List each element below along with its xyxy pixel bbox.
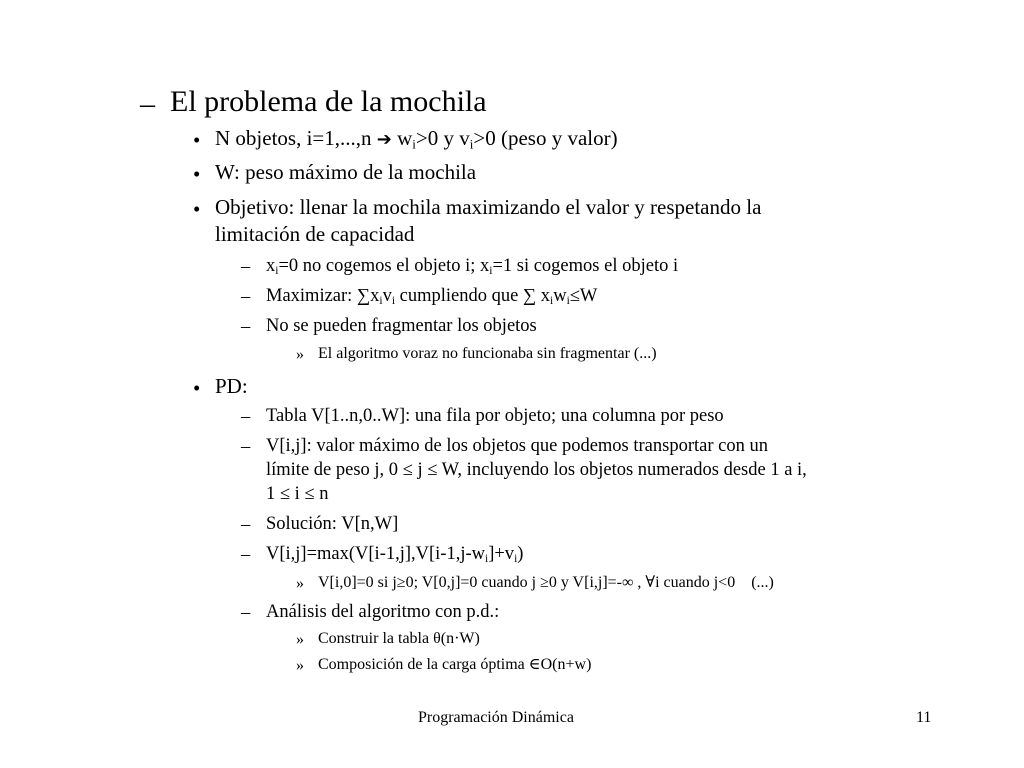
- raquo-marker: »: [296, 575, 304, 592]
- arrow-icon: ➔: [376, 129, 392, 150]
- dash-vij-line3: 1 ≤ i ≤ n: [266, 484, 329, 504]
- dash-vij-line1: V[i,j]: valor máximo de los objetos que podemos transportar con un: [266, 436, 768, 456]
- sub-item-base-cases: V[i,0]=0 si j≥0; V[0,j]=0 cuando j ≥0 y V[i,j]=-∞ , ∀i cuando j<0 (...): [318, 574, 774, 591]
- bullet-n-objetos: N objetos, i=1,...,n ➔ $w_i>0$ y $v_i>0$ (peso y valor): [215, 126, 618, 152]
- dash-tabla: Tabla V[1..n,0..W]: una fila por objeto; una columna por peso: [266, 406, 724, 426]
- dash-marker: –: [241, 407, 251, 427]
- dash-marker: –: [241, 545, 251, 565]
- dash-xi-definition: $x_i=0$ no cogemos el objeto i; $x_i=1$ si cogemos el objeto i: [266, 256, 679, 278]
- bullet-marker: •: [193, 162, 201, 186]
- dash-no-fragmentar: No se pueden fragmentar los objetos: [266, 316, 537, 336]
- raquo-marker: »: [296, 657, 304, 674]
- page-number: 11: [916, 709, 932, 726]
- sub-item-voraz: El algoritmo voraz no funcionaba sin fragmentar (...): [318, 345, 657, 362]
- dash-maximizar: Maximizar: $\sum x_iv_i$ cumpliendo que ∑ $x_iw_i\le W$: [266, 286, 598, 308]
- bullet-marker: •: [193, 128, 201, 152]
- sub-item-composicion: Composición de la carga óptima ∈O(n+w): [318, 656, 592, 673]
- dash-marker: –: [241, 317, 251, 337]
- bullet-w-peso: W: peso máximo de la mochila: [215, 160, 477, 184]
- dash-marker: –: [241, 603, 251, 623]
- dash-solucion: Solución: V[n,W]: [266, 514, 399, 534]
- dash-marker: –: [241, 515, 251, 535]
- bullet-objetivo-line2: limitación de capacidad: [215, 222, 415, 246]
- bullet-pd: PD:: [215, 374, 248, 398]
- raquo-marker: »: [296, 346, 304, 363]
- bullet-objetivo-line1: Objetivo: llenar la mochila maximizando el valor y respetando la: [215, 195, 762, 219]
- heading-dash-marker: –: [140, 87, 155, 120]
- sub-item-construir: Construir la tabla θ(n·W): [318, 630, 480, 647]
- bullet-marker: •: [193, 197, 201, 221]
- bullet-marker: •: [193, 376, 201, 400]
- raquo-marker: »: [296, 631, 304, 648]
- dash-vij-line2: límite de peso j, 0 ≤ j ≤ W, incluyendo los objetos numerados desde 1 a i,: [266, 460, 807, 480]
- dash-recurrence: $V[i,j]=\max(V[i-1,j],V[i-1,j-w_i]+v_i)$: [266, 544, 524, 566]
- dash-marker: –: [241, 437, 251, 457]
- dash-marker: –: [241, 287, 251, 307]
- dash-marker: –: [241, 257, 251, 277]
- dash-analisis: Análisis del algoritmo con p.d.:: [266, 602, 500, 622]
- footer-title: Programación Dinámica: [418, 709, 574, 726]
- heading-title: El problema de la mochila: [170, 85, 487, 118]
